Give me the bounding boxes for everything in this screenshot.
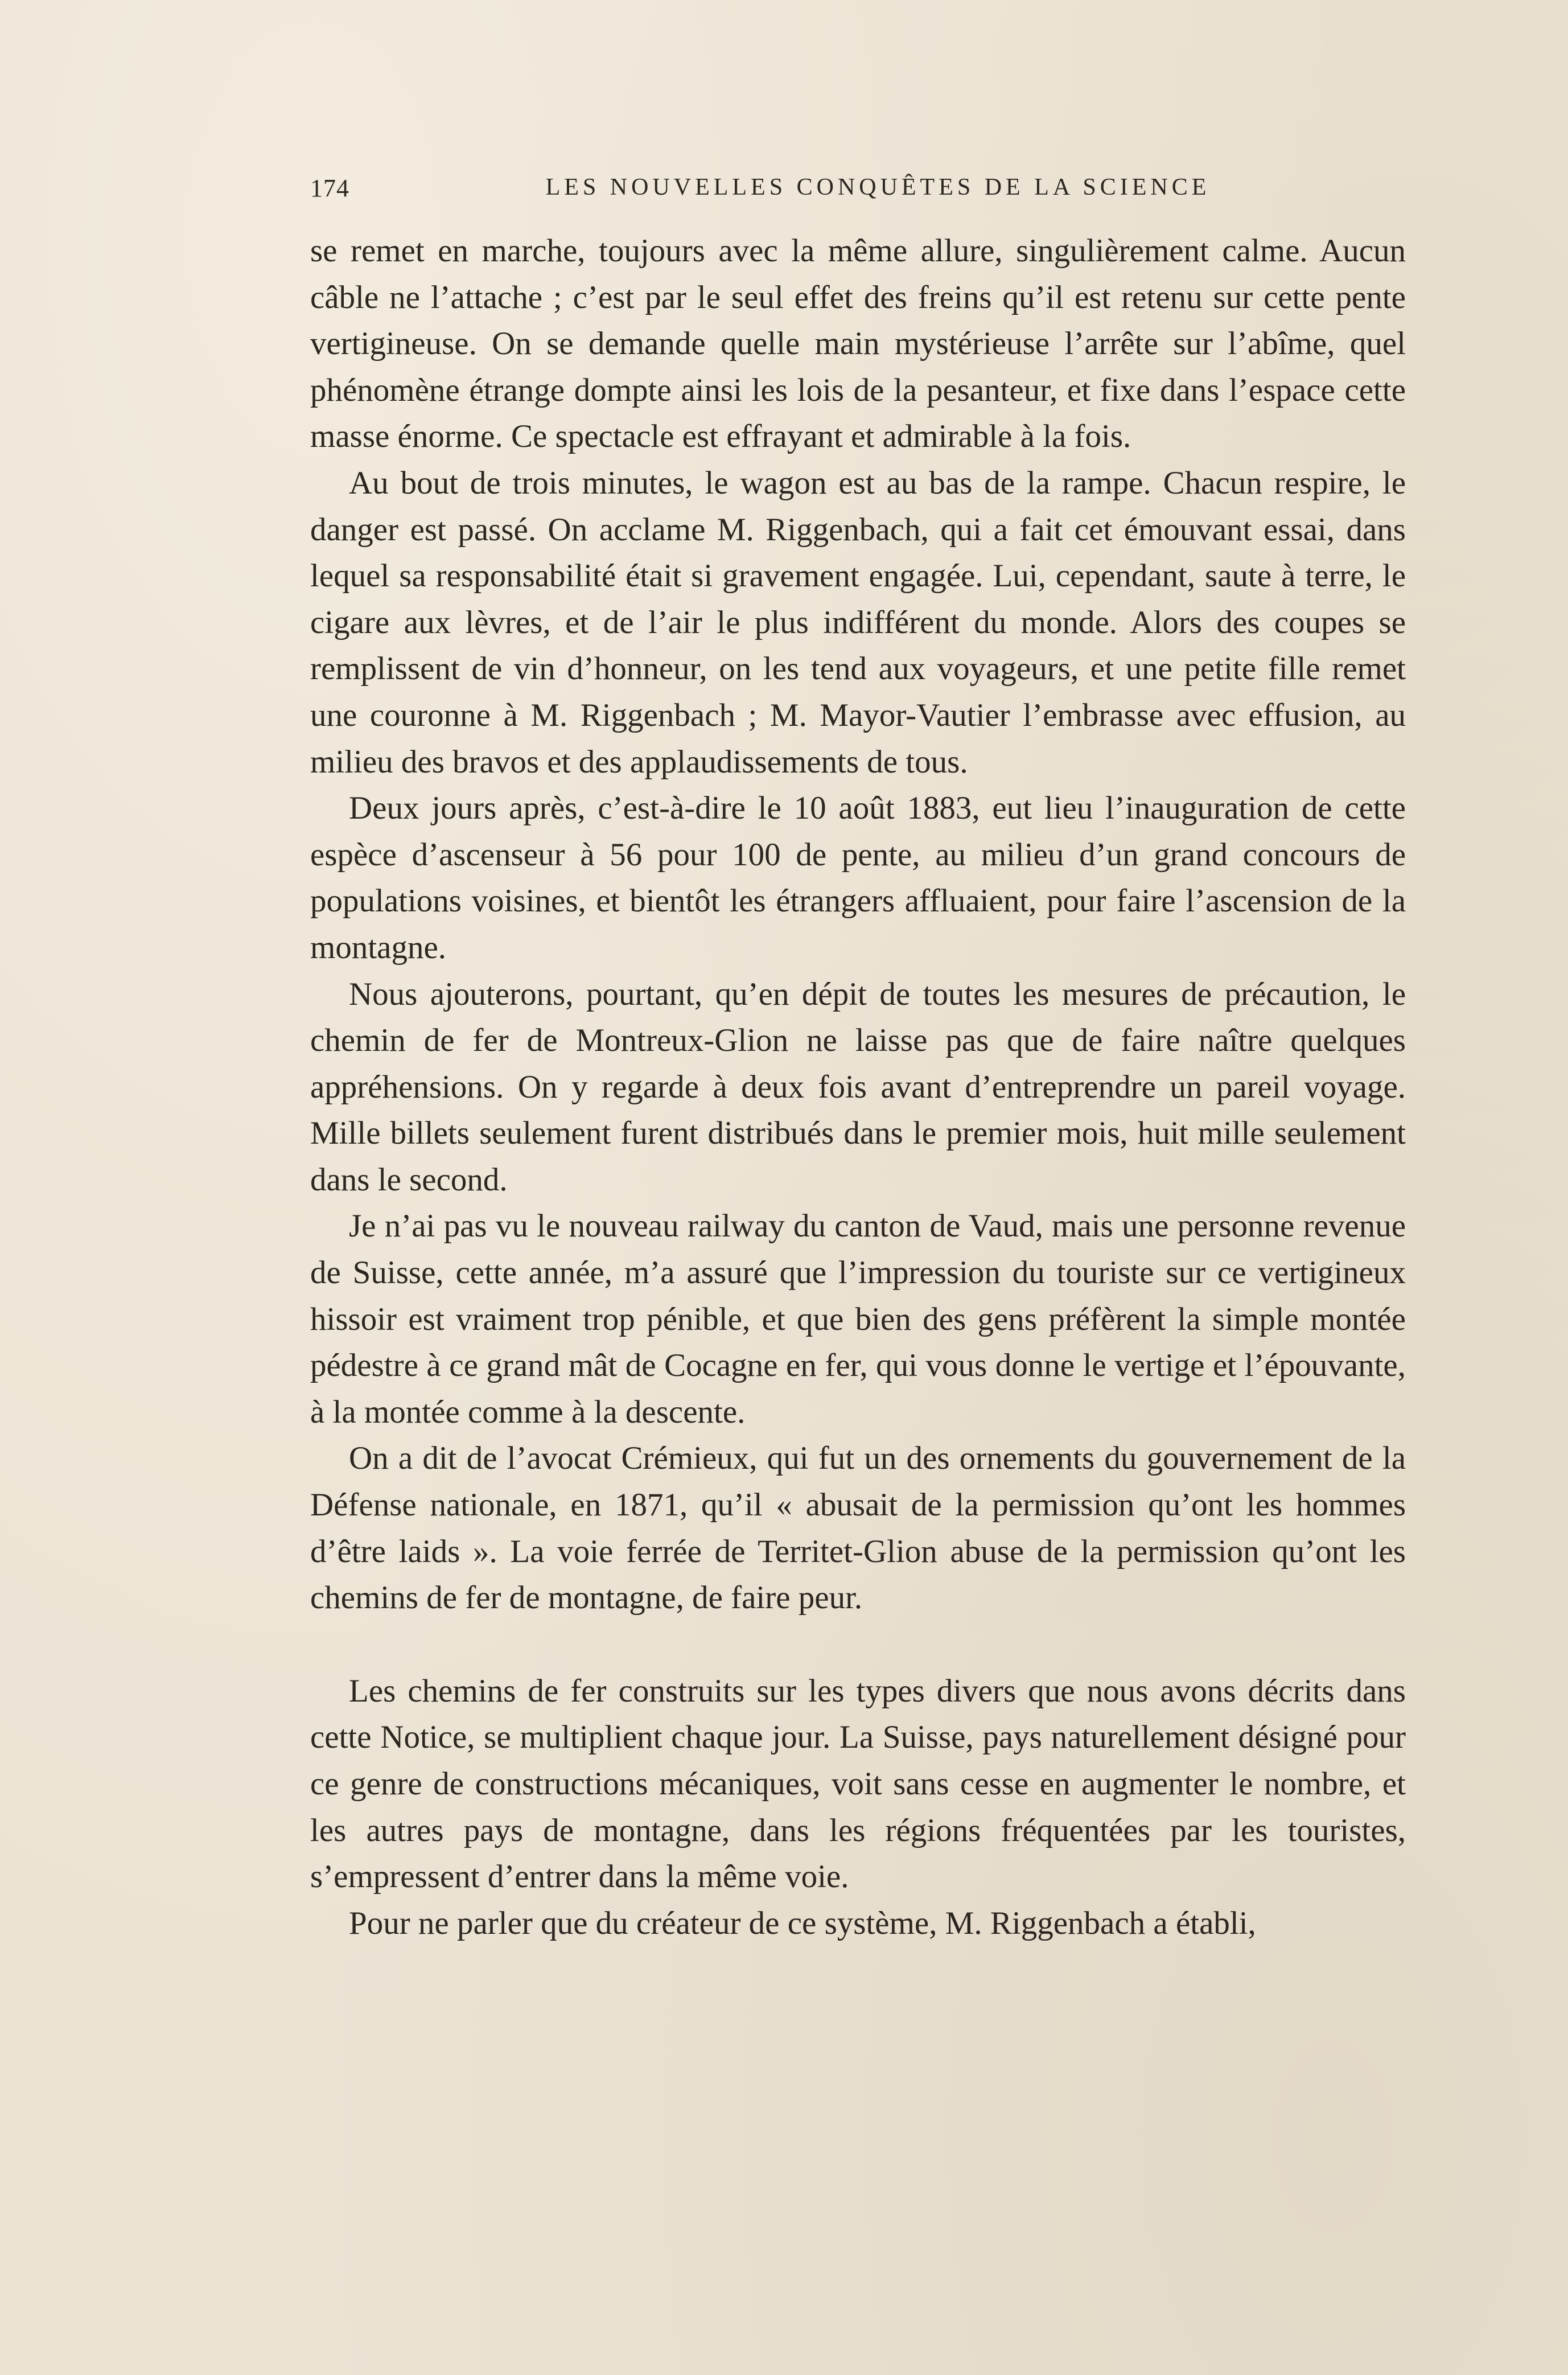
- paragraph: Je n’ai pas vu le nouveau railway du canton de Vaud, mais une personne revenue de Suisse, cette année, m’a assuré que l’impression du touriste sur ce vertigineux hissoir est vraiment trop pénible, et que bien des gens préfèrent la simple montée pédestre à ce grand mât de Cocagne en fer, qui vous donne le vertige et l’épouvante, à la montée comme à la descente.: [310, 1208, 1406, 1430]
- paragraph: Pour ne parler que du créateur de ce système, M. Riggenbach a établi,: [349, 1905, 1256, 1941]
- paragraph-continuation: se remet en marche, toujours avec la même allure, singulièrement calme. Aucun câble ne l’attache ; c’est par le seul effet des freins qu’il est retenu sur cette pente vertigineuse. On se demande quelle main mystérieuse l’arrête sur l’abîme, quel phénomène étrange dompte ainsi les lois de la pesanteur, et fixe dans l’espace cette masse énorme. Ce spectacle est effrayant et admirable à la fois.: [310, 233, 1406, 455]
- paragraph: On a dit de l’avocat Crémieux, qui fut un des ornements du gouvernement de la Défense nationale, en 1871, qu’il « abusait de la permission qu’ont les hommes d’être laids ». La voie ferrée de Territet-Glion abuse de la permission qu’ont les chemins de fer de montagne, de faire peur.: [310, 1440, 1406, 1616]
- section-break: [310, 1621, 1406, 1668]
- body-text: [310, 228, 1406, 1946]
- paragraph: Les chemins de fer construits sur les types divers que nous avons décrits dans cette Notice, se multiplient chaque jour. La Suisse, pays naturellement désigné pour ce genre de constructions mécaniques, voit sans cesse en augmenter le nombre, et les autres pays de montagne, dans les régions fréquentées par les touristes, s’empressent d’entrer dans la même voie.: [310, 1673, 1406, 1895]
- running-title: LES NOUVELLES CONQUÊTES DE LA SCIENCE: [545, 174, 1211, 200]
- running-header: [310, 174, 1406, 213]
- page-number: 174: [310, 174, 349, 202]
- paragraph: Nous ajouterons, pourtant, qu’en dépit de toutes les mesures de précaution, le chemin de fer de Montreux-Glion ne laisse pas que de faire naître quelques appréhensions. On y regarde à deux fois avant d’entreprendre un pareil voyage. Mille billets seulement furent distribués dans le premier mois, huit mille seulement dans le second.: [310, 976, 1406, 1198]
- paragraph: Deux jours après, c’est-à-dire le 10 août 1883, eut lieu l’inauguration de cette espèce d’ascenseur à 56 pour 100 de pente, au milieu d’un grand concours de populations voisines, et bientôt les étrangers affluaient, pour faire l’ascension de la montagne.: [310, 790, 1406, 965]
- paragraph: Au bout de trois minutes, le wagon est au bas de la rampe. Chacun respire, le danger est passé. On acclame M. Riggenbach, qui a fait cet émouvant essai, dans lequel sa responsabilité était si gravement engagée. Lui, cependant, saute à terre, le cigare aux lèvres, et de l’air le plus indifférent du monde. Alors des coupes se remplissent de vin d’honneur, on les tend aux voyageurs, et une petite fille remet une couronne à M. Riggenbach ; M. Mayor-Vautier l’embrasse avec effusion, au milieu des bravos et des applaudissements de tous.: [310, 465, 1406, 780]
